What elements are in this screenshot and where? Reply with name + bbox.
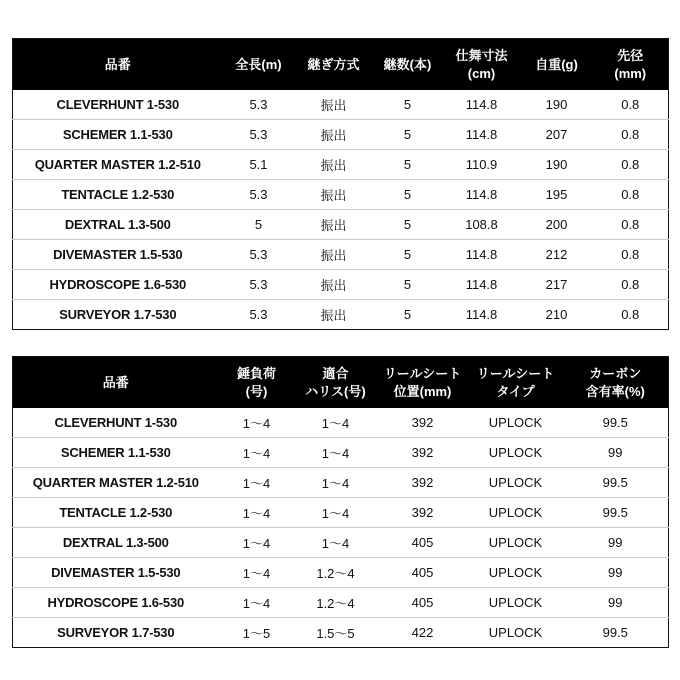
cell-tip-diameter: 0.8 — [593, 90, 669, 120]
cell-carbon-content: 99 — [563, 558, 669, 588]
cell-seat-position: 392 — [377, 438, 469, 468]
cell-closed-length: 114.8 — [443, 180, 521, 210]
cell-seat-position: 392 — [377, 468, 469, 498]
cell-seat-type: UPLOCK — [469, 438, 563, 468]
table-row — [13, 270, 669, 300]
table-row — [13, 150, 669, 180]
col-header-tip-diameter-line2: (mm) — [614, 65, 647, 81]
cell-sinker-load: 1〜5 — [219, 618, 295, 648]
cell-carbon-content: 99.5 — [563, 618, 669, 648]
cell-closed-length: 114.8 — [443, 240, 521, 270]
table-row — [13, 528, 669, 558]
cell-model: SCHEMER 1.1-530 — [13, 438, 219, 468]
cell-weight: 210 — [521, 300, 593, 330]
cell-carbon-content: 99.5 — [563, 408, 669, 438]
cell-seat-position: 405 — [377, 588, 469, 618]
cell-model: HYDROSCOPE 1.6-530 — [13, 270, 223, 300]
spec-table-reel-seat — [12, 356, 669, 648]
table-row — [13, 408, 669, 438]
cell-tip-diameter: 0.8 — [593, 180, 669, 210]
col-header-sections — [373, 39, 443, 91]
table-row — [13, 438, 669, 468]
col-header-leader-line1: 適合 — [322, 366, 349, 382]
col-header-carbon-content-line2: 含有率(%) — [585, 383, 645, 399]
cell-leader: 1〜4 — [295, 468, 377, 498]
cell-model: CLEVERHUNT 1-530 — [13, 408, 219, 438]
cell-model: CLEVERHUNT 1-530 — [13, 90, 223, 120]
cell-sections: 5 — [373, 210, 443, 240]
cell-weight: 190 — [521, 150, 593, 180]
cell-tip-diameter: 0.8 — [593, 120, 669, 150]
col-header-seat-type-line1: リールシート — [476, 366, 555, 382]
col-header-joint-line1: 継ぎ方式 — [307, 56, 360, 72]
cell-model: SURVEYOR 1.7-530 — [13, 300, 223, 330]
col-header-seat-type — [469, 357, 563, 409]
cell-length: 5.3 — [223, 90, 295, 120]
cell-carbon-content: 99.5 — [563, 498, 669, 528]
table-row — [13, 498, 669, 528]
cell-model: QUARTER MASTER 1.2-510 — [13, 150, 223, 180]
cell-joint: 振出 — [295, 150, 373, 180]
cell-sinker-load: 1〜4 — [219, 588, 295, 618]
cell-model: SCHEMER 1.1-530 — [13, 120, 223, 150]
cell-sinker-load: 1〜4 — [219, 468, 295, 498]
cell-joint: 振出 — [295, 270, 373, 300]
cell-length: 5.3 — [223, 120, 295, 150]
table2-header-row — [13, 357, 669, 409]
table1-header — [13, 39, 669, 91]
table1-body — [13, 90, 669, 330]
cell-leader: 1〜4 — [295, 408, 377, 438]
spec-table-dimensions — [12, 38, 669, 330]
table-row — [13, 120, 669, 150]
cell-length: 5.3 — [223, 240, 295, 270]
col-header-seat-position — [377, 357, 469, 409]
cell-closed-length: 108.8 — [443, 210, 521, 240]
cell-model: DIVEMASTER 1.5-530 — [13, 558, 219, 588]
cell-tip-diameter: 0.8 — [593, 150, 669, 180]
cell-sections: 5 — [373, 180, 443, 210]
col-header-model-line1: 品番 — [102, 374, 129, 390]
cell-closed-length: 114.8 — [443, 90, 521, 120]
cell-seat-position: 422 — [377, 618, 469, 648]
cell-length: 5.3 — [223, 300, 295, 330]
table-row — [13, 468, 669, 498]
cell-carbon-content: 99 — [563, 528, 669, 558]
col-header-leader-line2: ハリス(号) — [305, 383, 366, 399]
cell-seat-position: 405 — [377, 528, 469, 558]
col-header-closed-length-line1: 仕舞寸法 — [455, 48, 508, 63]
col-header-seat-position-line1: リールシート — [383, 366, 462, 382]
col-header-model — [13, 39, 223, 91]
cell-sections: 5 — [373, 300, 443, 330]
cell-leader: 1.2〜4 — [295, 588, 377, 618]
cell-model: TENTACLE 1.2-530 — [13, 180, 223, 210]
cell-carbon-content: 99.5 — [563, 468, 669, 498]
cell-seat-position: 392 — [377, 498, 469, 528]
col-header-length-line1: 全長(m) — [235, 56, 282, 72]
col-header-model — [13, 357, 219, 409]
cell-sinker-load: 1〜4 — [219, 558, 295, 588]
table2-header — [13, 357, 669, 409]
cell-joint: 振出 — [295, 240, 373, 270]
cell-model: DIVEMASTER 1.5-530 — [13, 240, 223, 270]
cell-weight: 195 — [521, 180, 593, 210]
table-row — [13, 588, 669, 618]
table-row — [13, 180, 669, 210]
cell-carbon-content: 99 — [563, 588, 669, 618]
cell-weight: 212 — [521, 240, 593, 270]
cell-sections: 5 — [373, 150, 443, 180]
cell-tip-diameter: 0.8 — [593, 270, 669, 300]
cell-seat-type: UPLOCK — [469, 588, 563, 618]
cell-joint: 振出 — [295, 300, 373, 330]
cell-seat-type: UPLOCK — [469, 498, 563, 528]
cell-leader: 1.2〜4 — [295, 558, 377, 588]
col-header-seat-type-line2: タイプ — [496, 383, 535, 399]
col-header-weight-line1: 自重(g) — [535, 56, 578, 72]
cell-sinker-load: 1〜4 — [219, 408, 295, 438]
cell-seat-type: UPLOCK — [469, 618, 563, 648]
col-header-length — [223, 39, 295, 91]
cell-sections: 5 — [373, 240, 443, 270]
col-header-weight — [521, 39, 593, 91]
cell-model: HYDROSCOPE 1.6-530 — [13, 588, 219, 618]
col-header-carbon-content — [563, 357, 669, 409]
col-header-model-line1: 品番 — [104, 56, 131, 72]
cell-joint: 振出 — [295, 120, 373, 150]
col-header-sinker-load-line2: (号) — [245, 383, 268, 399]
cell-sinker-load: 1〜4 — [219, 528, 295, 558]
cell-model: TENTACLE 1.2-530 — [13, 498, 219, 528]
cell-sinker-load: 1〜4 — [219, 438, 295, 468]
cell-leader: 1〜4 — [295, 438, 377, 468]
cell-seat-type: UPLOCK — [469, 468, 563, 498]
cell-weight: 190 — [521, 90, 593, 120]
col-header-sections-line1: 継数(本) — [383, 56, 432, 72]
col-header-sinker-load-line1: 錘負荷 — [236, 366, 276, 382]
cell-model: DEXTRAL 1.3-500 — [13, 210, 223, 240]
cell-sections: 5 — [373, 120, 443, 150]
cell-carbon-content: 99 — [563, 438, 669, 468]
col-header-tip-diameter-line1: 先径 — [617, 48, 644, 63]
table-row — [13, 210, 669, 240]
table-row — [13, 558, 669, 588]
cell-model: QUARTER MASTER 1.2-510 — [13, 468, 219, 498]
col-header-tip-diameter — [593, 39, 669, 91]
col-header-leader — [295, 357, 377, 409]
cell-leader: 1〜4 — [295, 498, 377, 528]
cell-length: 5.3 — [223, 270, 295, 300]
cell-sinker-load: 1〜4 — [219, 498, 295, 528]
cell-weight: 217 — [521, 270, 593, 300]
cell-joint: 振出 — [295, 90, 373, 120]
cell-sections: 5 — [373, 90, 443, 120]
cell-length: 5.1 — [223, 150, 295, 180]
cell-seat-type: UPLOCK — [469, 558, 563, 588]
cell-model: DEXTRAL 1.3-500 — [13, 528, 219, 558]
cell-weight: 207 — [521, 120, 593, 150]
table-row — [13, 618, 669, 648]
cell-seat-type: UPLOCK — [469, 408, 563, 438]
cell-length: 5 — [223, 210, 295, 240]
col-header-carbon-content-line1: カーボン — [589, 366, 642, 382]
cell-seat-position: 405 — [377, 558, 469, 588]
cell-tip-diameter: 0.8 — [593, 240, 669, 270]
cell-joint: 振出 — [295, 210, 373, 240]
cell-closed-length: 110.9 — [443, 150, 521, 180]
cell-model: SURVEYOR 1.7-530 — [13, 618, 219, 648]
cell-leader: 1.5〜5 — [295, 618, 377, 648]
table2-body — [13, 408, 669, 648]
cell-joint: 振出 — [295, 180, 373, 210]
col-header-closed-length — [443, 39, 521, 91]
col-header-seat-position-line2: 位置(mm) — [393, 383, 452, 399]
table-row — [13, 240, 669, 270]
table-row — [13, 300, 669, 330]
cell-sections: 5 — [373, 270, 443, 300]
cell-tip-diameter: 0.8 — [593, 210, 669, 240]
col-header-joint — [295, 39, 373, 91]
cell-tip-diameter: 0.8 — [593, 300, 669, 330]
cell-leader: 1〜4 — [295, 528, 377, 558]
cell-seat-position: 392 — [377, 408, 469, 438]
cell-seat-type: UPLOCK — [469, 528, 563, 558]
table-row — [13, 90, 669, 120]
cell-closed-length: 114.8 — [443, 270, 521, 300]
cell-closed-length: 114.8 — [443, 300, 521, 330]
cell-weight: 200 — [521, 210, 593, 240]
cell-closed-length: 114.8 — [443, 120, 521, 150]
col-header-closed-length-line2: (cm) — [467, 65, 496, 81]
col-header-sinker-load — [219, 357, 295, 409]
cell-length: 5.3 — [223, 180, 295, 210]
table1-header-row — [13, 39, 669, 91]
